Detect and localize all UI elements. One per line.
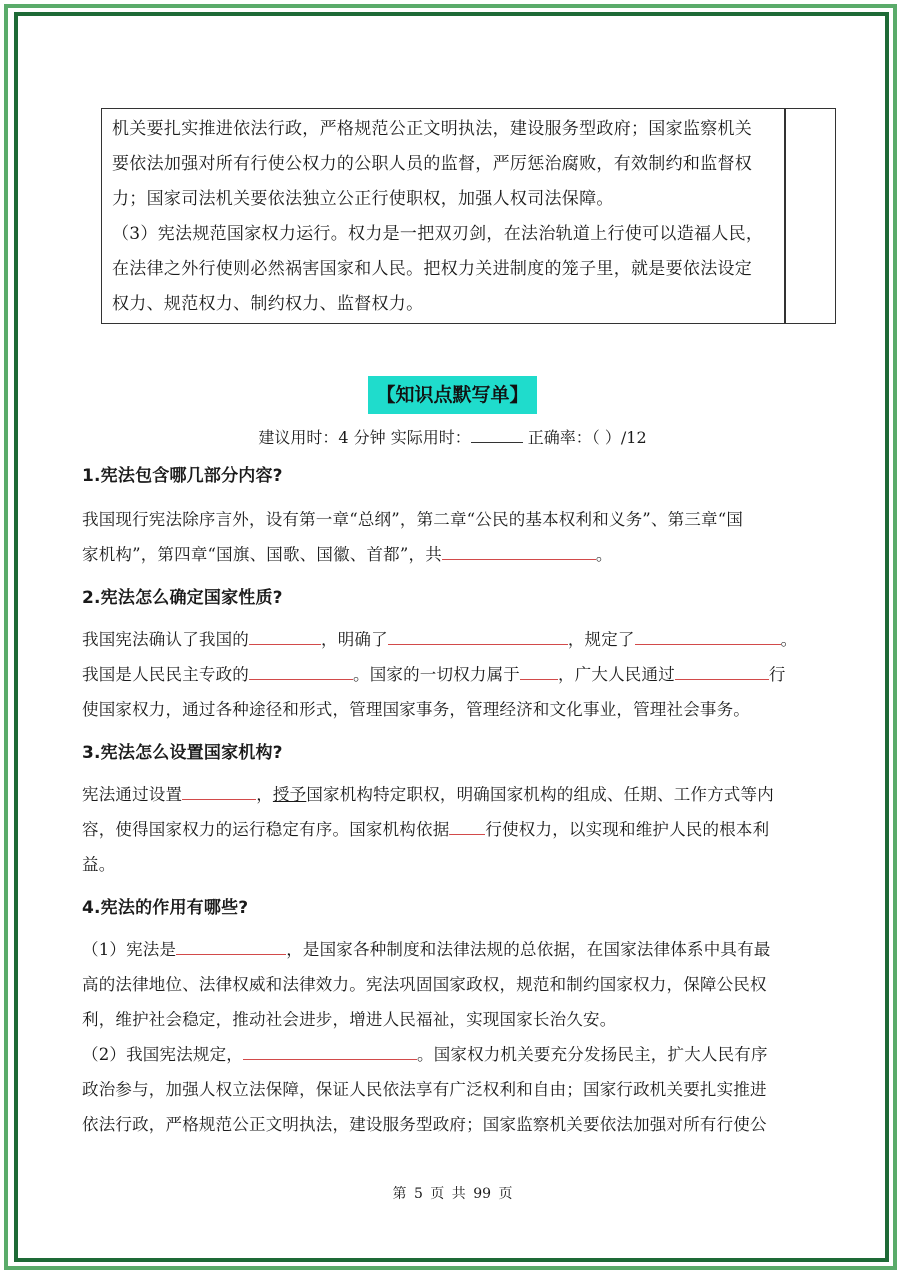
question-1-line: 我国现行宪法除序言外，设有第一章“总纲”，第二章“公民的基本权利和义务”、第三章“国	[82, 510, 744, 529]
answer-blank[interactable]	[388, 627, 568, 645]
table-line: 在法律之外行使则必然祸害国家和人民。把权力关进制度的笼子里，就是要依法设定	[112, 259, 753, 279]
question-1-line	[82, 537, 827, 572]
table-line: 要依法加强对所有行使公权力的公职人员的监督，严厉惩治腐败，有效制约和监督权	[112, 154, 753, 174]
question-1-title: 1.宪法包含哪几部分内容?	[82, 466, 283, 486]
text-fragment: 。国家权力机关要充分发扬民主，扩大人民有序	[417, 1045, 768, 1064]
underlined-word: 授予	[272, 785, 307, 804]
actual-time-blank[interactable]	[471, 426, 523, 443]
question-3-line	[82, 812, 827, 847]
text-fragment: ，规定了	[567, 630, 635, 649]
answer-blank[interactable]	[449, 817, 485, 835]
text-fragment: ，	[256, 785, 273, 804]
suggested-time: 建议用时：4 分钟 实际用时：	[258, 428, 471, 447]
question-2-title: 2.宪法怎么确定国家性质?	[82, 588, 283, 608]
answer-blank[interactable]	[176, 937, 286, 955]
page-number: 第 5 页 共 99 页	[392, 1186, 513, 1202]
timing-line	[0, 426, 905, 450]
text-fragment: ，是国家各种制度和法律法规的总依据，在国家法律体系中具有最	[286, 940, 771, 959]
text-fragment: ，广大人民通过	[558, 665, 675, 684]
text-fragment: （2）我国宪法规定，	[82, 1045, 243, 1064]
text-fragment: 行使权力，以实现和维护人民的根本利	[485, 820, 770, 839]
answer-blank[interactable]	[249, 627, 321, 645]
text-fragment: 我国宪法确认了我国的	[82, 630, 249, 649]
question-3-line	[82, 777, 827, 812]
section-title-wrap	[0, 376, 905, 414]
text-fragment: 宪法通过设置	[82, 785, 183, 804]
question-2-line	[82, 657, 827, 692]
question-4-line: 依法行政，严格规范公正文明执法，建设服务型政府；国家监察机关要依法加强对所有行使公	[82, 1115, 767, 1134]
question-4-line: 利，维护社会稳定，推动社会进步，增进人民福祉，实现国家长治久安。	[82, 1010, 617, 1029]
worksheet-content	[82, 462, 827, 1142]
text-fragment: 我国是人民民主专政的	[82, 665, 249, 684]
text-fragment: 家机构”，第四章“国旗、国歌、国徽、首都”，共	[82, 545, 442, 564]
question-4-line	[82, 932, 827, 967]
question-4-line: 高的法律地位、法律权威和法律效力。宪法巩固国家政权，规范和制约国家权力，保障公民权	[82, 975, 767, 994]
text-fragment: 容，使得国家权力的运行稳定有序。国家机构依据	[82, 820, 450, 839]
table-column-divider	[784, 108, 786, 324]
table-cell-text	[112, 112, 780, 322]
text-fragment: 。	[595, 545, 613, 564]
question-3-line: 益。	[82, 855, 116, 874]
table-line: （3）宪法规范国家权力运行。权力是一把双刃剑，在法治轨道上行使可以造福人民，	[112, 224, 764, 244]
text-fragment: ，明确了	[321, 630, 388, 649]
text-fragment: 行	[768, 665, 786, 684]
question-4-title: 4.宪法的作用有哪些?	[82, 898, 249, 918]
text-fragment: （1）宪法是	[82, 940, 177, 959]
question-3-title: 3.宪法怎么设置国家机构?	[82, 743, 283, 763]
question-2-line: 使国家权力，通过各种途径和形式，管理国家事务，管理经济和文化事业，管理社会事务。	[82, 700, 750, 719]
answer-blank[interactable]	[520, 662, 558, 680]
table-line: 机关要扎实推进依法行政，严格规范公正文明执法，建设服务型政府；国家监察机关	[112, 119, 753, 139]
answer-blank[interactable]	[675, 662, 769, 680]
text-fragment: 。	[780, 630, 798, 649]
answer-blank[interactable]	[243, 1042, 417, 1060]
section-title: 【知识点默写单】	[368, 376, 536, 414]
question-2-line	[82, 622, 827, 657]
table-line: 力；国家司法机关要依法独立公正行使职权，加强人权司法保障。	[112, 189, 614, 209]
answer-blank[interactable]	[182, 782, 256, 800]
answer-blank[interactable]	[635, 627, 781, 645]
accuracy-label: 正确率：（ ）/12	[522, 428, 647, 447]
question-4-line: 政治参与，加强人权立法保障，保证人民依法享有广泛权利和自由；国家行政机关要扎实推进	[82, 1080, 767, 1099]
table-line: 权力、规范权力、制约权力、监督权力。	[112, 294, 424, 314]
text-fragment: 。国家的一切权力属于	[353, 665, 520, 684]
answer-blank[interactable]	[249, 662, 353, 680]
text-fragment: 国家机构特定职权，明确国家机构的组成、任期、工作方式等内	[306, 785, 774, 804]
answer-blank[interactable]	[442, 542, 596, 560]
question-4-line	[82, 1037, 827, 1072]
